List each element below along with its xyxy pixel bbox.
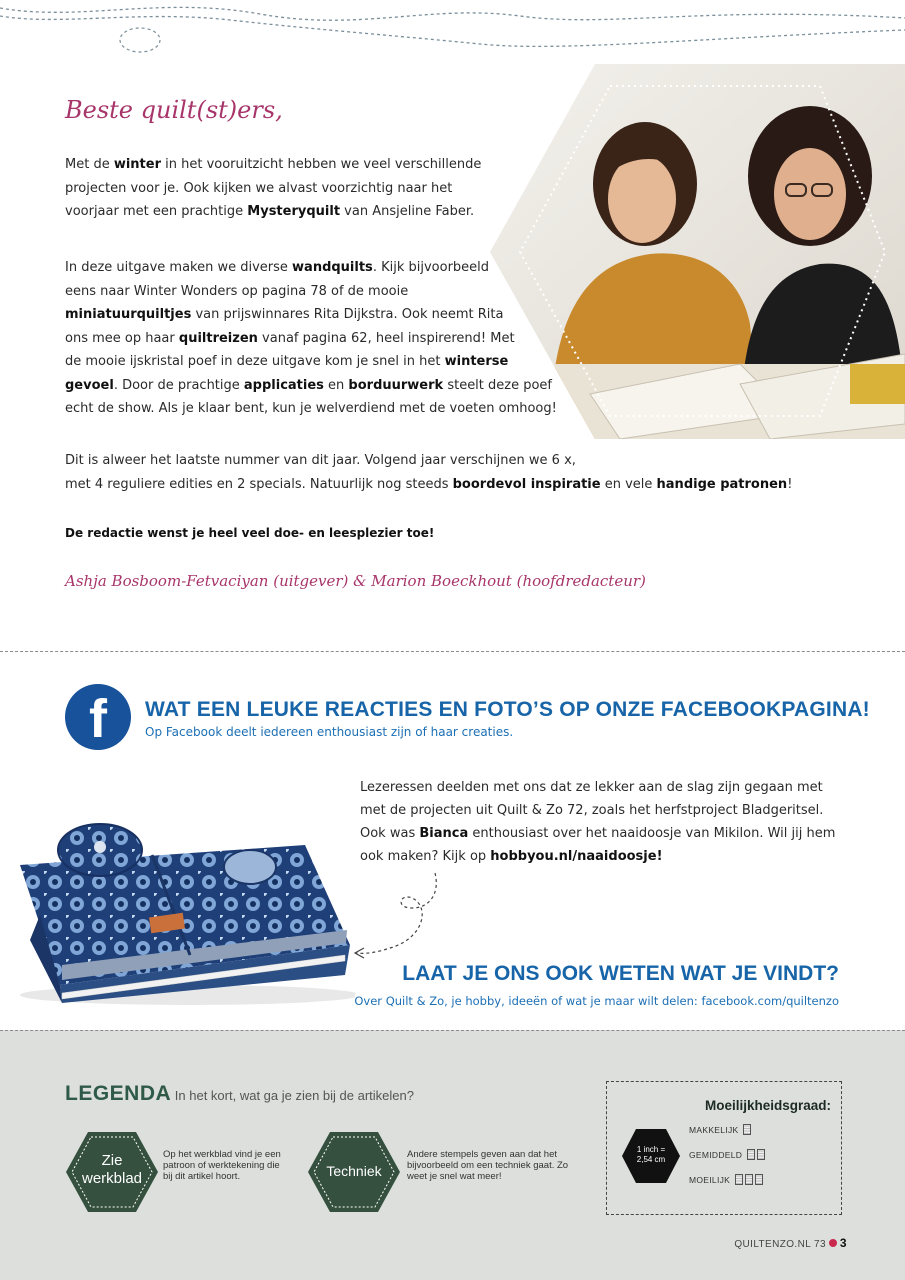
dot-icon bbox=[829, 1239, 837, 1247]
spool-icon bbox=[755, 1174, 763, 1185]
difficulty-title: Moeilijkheidsgraad: bbox=[704, 1098, 831, 1113]
feedback-cta-text: Over Quilt & Zo, je hobby, ideeën of wat je maar wilt delen: facebook.com/quiltenzo bbox=[354, 994, 839, 1008]
stitched-top-decoration bbox=[0, 0, 905, 60]
letter-greeting: Beste quilt(st)ers, bbox=[65, 96, 283, 124]
bold-text: wandquilts bbox=[292, 260, 373, 275]
bold-text: winter bbox=[113, 157, 161, 172]
legend-heading bbox=[65, 1082, 414, 1106]
legend-title: LEGENDA bbox=[65, 1082, 172, 1105]
level-easy bbox=[689, 1124, 751, 1135]
spool-icon bbox=[743, 1124, 751, 1135]
editors-photo bbox=[490, 64, 905, 439]
letter-closing: De redactie wenst je heel veel doe- en leesplezier toe! bbox=[65, 526, 435, 540]
bold-text: borduurwerk bbox=[348, 377, 444, 393]
facebook-subheading: Op Facebook deelt iedereen enthousiast zijn of haar creaties. bbox=[145, 725, 514, 739]
techniek-description: Andere stempels geven aan dat het bijvoorbeeld om een techniek gaat. Zo weet je snel wat meer! bbox=[407, 1149, 569, 1182]
bold-text: Mysteryquilt bbox=[247, 204, 341, 219]
inch-conversion-badge bbox=[621, 1128, 681, 1184]
letter-paragraph-1: Met de winter in het vooruitzicht hebben we veel verschillende projecten voor je. Ook kijken we alvast voorzichtig naar het voorjaar met een prachtige Mysteryquilt van Ansjeline Faber. bbox=[65, 157, 482, 219]
bold-text: Bianca bbox=[419, 826, 469, 841]
feedback-cta-heading: LAAT JE ONS OOK WETEN WAT JE VINDT? bbox=[402, 962, 839, 985]
inch-line-1: 1 inch = bbox=[636, 1145, 666, 1154]
page-number: 3 bbox=[839, 1236, 847, 1250]
sewing-box-photo bbox=[0, 805, 355, 1005]
werkblad-description: Op het werkblad vind je een patroon of werktekening die bij dit artikel hoort. bbox=[163, 1149, 281, 1182]
bold-text: hobbyou.nl/naaidoosje! bbox=[490, 849, 663, 864]
letter-signature: Ashja Bosboom-Fetvaciyan (uitgever) & Marion Boeckhout (hoofdredacteur) bbox=[65, 572, 646, 590]
inch-line-2: 2,54 cm bbox=[636, 1155, 666, 1164]
facebook-icon-letter: f bbox=[89, 689, 107, 749]
spool-icon bbox=[757, 1149, 765, 1160]
spool-icon bbox=[735, 1174, 743, 1185]
bold-text: quiltreizen bbox=[178, 330, 258, 346]
letter-paragraph-3: Dit is alweer het laatste nummer van dit jaar. Volgend jaar verschijnen we 6 x, met 4 reguliere edities en 2 specials. Natuurlijk nog steeds boordevol inspiratie en vele handige patronen! bbox=[65, 453, 793, 492]
spool-icon bbox=[747, 1149, 755, 1160]
footer-site: QUILTENZO.NL 73 bbox=[734, 1239, 826, 1250]
level-label: MAKKELIJK bbox=[689, 1125, 739, 1135]
facebook-icon[interactable] bbox=[65, 684, 131, 750]
bold-text: boordevol inspiratie bbox=[452, 476, 601, 492]
level-hard bbox=[689, 1174, 763, 1185]
level-label: MOEILIJK bbox=[689, 1175, 731, 1185]
werkblad-badge-line1: Zie bbox=[101, 1152, 123, 1169]
reader-feedback-text: Lezeressen deelden met ons dat ze lekker aan de slag zijn gegaan met met de projecten uit Quilt & Zo 72, zoals het herfstproject Bladgeritsel. Ook was Bianca enthousiast over het naaidoosje van Mikilon. Wil jij hem ook maken? Kijk op hobbyou.nl/naaidoosje! bbox=[360, 780, 836, 864]
bold-text: applicaties bbox=[243, 377, 324, 393]
bold-text: winterse bbox=[444, 354, 509, 369]
dashed-arrow-decoration bbox=[350, 868, 450, 963]
difficulty-box bbox=[606, 1081, 842, 1215]
level-label: GEMIDDELD bbox=[689, 1150, 743, 1160]
techniek-badge-label: Techniek bbox=[326, 1163, 382, 1179]
bold-text: gevoel bbox=[65, 377, 114, 393]
spool-icon bbox=[745, 1174, 753, 1185]
werkblad-badge-line2: werkblad bbox=[81, 1170, 143, 1187]
techniek-badge bbox=[306, 1130, 402, 1214]
bold-text: handige patronen bbox=[656, 476, 788, 492]
section-divider bbox=[0, 651, 905, 652]
bold-text: miniatuurquiltjes bbox=[65, 307, 192, 322]
werkblad-badge bbox=[64, 1130, 160, 1214]
letter-paragraph-2: In deze uitgave maken we diverse wandquilts. Kijk bijvoorbeeld eens naar Winter Wonders op pagina 78 of de mooie miniatuurquiltjes van prijswinnares Rita Dijkstra. Ook neemt Rita ons mee op haar quiltreizen vanaf pagina 62, heel inspirerend! Met de mooie ijskristal poef in deze uitgave kom je snel in het winterse gevoel. Door de prachtige applicaties en borduurwerk steelt deze poef echt de show. Als je klaar bent, kun je welverdiend met de voeten omhoog! bbox=[65, 260, 557, 416]
facebook-heading: WAT EEN LEUKE REACTIES EN FOTO’S OP ONZE FACEBOOKPAGINA! bbox=[145, 698, 870, 721]
page-footer bbox=[734, 1236, 847, 1250]
legend-subtitle: In het kort, wat ga je zien bij de artikelen? bbox=[171, 1088, 414, 1103]
level-medium bbox=[689, 1149, 765, 1160]
